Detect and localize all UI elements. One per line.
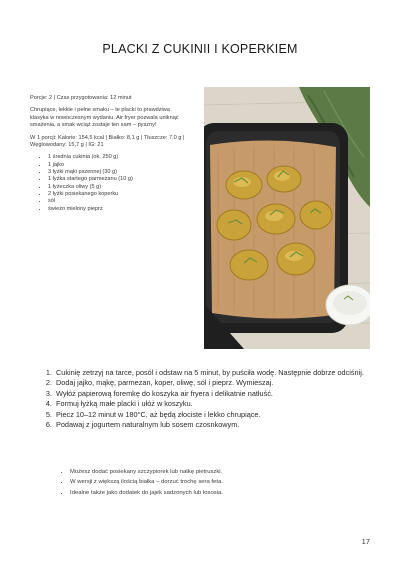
tip-item: • W wersji z większą ilością białka – dorzuć trochę sera feta. [70,477,370,487]
ingredient-item: • 1 łyżeczka oliwy (5 g) [48,184,190,191]
step-item: 5. Piecz 10–12 minut w 180°C, aż będą złociste i lekko chrupiące. [54,410,399,420]
recipe-meta: Porcje: 2 | Czas przygotowania: 12 minut [30,95,132,101]
ingredient-item: • sól [48,198,190,205]
tips-list [60,467,370,498]
steps-list [30,368,399,430]
page-number: 17 [361,537,370,546]
step-item: 2. Dodaj jajko, mąkę, parmezan, koper, oliwę, sól i pieprz. Wymieszaj. [54,378,399,388]
recipe-photo [204,87,370,349]
recipe-intro [30,95,190,213]
nutrition-info: W 1 porcji: Kalorie: 154,5 kcal | Białko: 8,1 g | Tłuszcze: 7,0 g | Węglowodany: 15,7 g | IG: 21 [30,134,185,149]
page-title: PLACKI Z CUKINII I KOPERKIEM [102,42,298,56]
step-item: 4. Formuj łyżką małe placki i ułóż w koszyku. [54,399,399,409]
tip-item: • Idealne także jako dodatek do jajek sadzonych lub łososia. [70,488,370,498]
tip-item: • Możesz dodać posiekany szczypiorek lub natkę pietruszki. [70,467,370,477]
step-item: 6. Podawaj z jogurtem naturalnym lub sosem czosnkowym. [54,420,399,430]
ingredient-list [30,154,190,212]
ingredient-item: • świeżo mielony pieprz [48,206,190,213]
recipe-description: Chrupiące, lekkie i pełne smaku – te placki to prawdziwa klasyka w nowoczesnym wydaniu. Air fryer pozwala uniknąć smażenia, a smak wciąż zostaje ten sam – pyszny! [30,107,179,129]
ingredient-item: • 1 łyżka startego parmezanu (10 g) [48,176,190,183]
ingredient-item: • 1 średnia cukinia (ok. 250 g) [48,154,190,161]
ingredient-item: • 1 jajko [48,162,190,169]
ingredient-item: • 3 łyżki mąki pszennej (30 g) [48,169,190,176]
step-item: 1. Cukinię zetrzyj na tarce, posól i odstaw na 5 minut, by puściła wodę. Następnie dobrze odciśnij. [54,368,399,378]
step-item: 3. Wyłóż papierową foremkę do koszyka air fryera i delikatnie natłuść. [54,389,399,399]
ingredient-item: • 2 łyżki posiekanego koperku [48,191,190,198]
